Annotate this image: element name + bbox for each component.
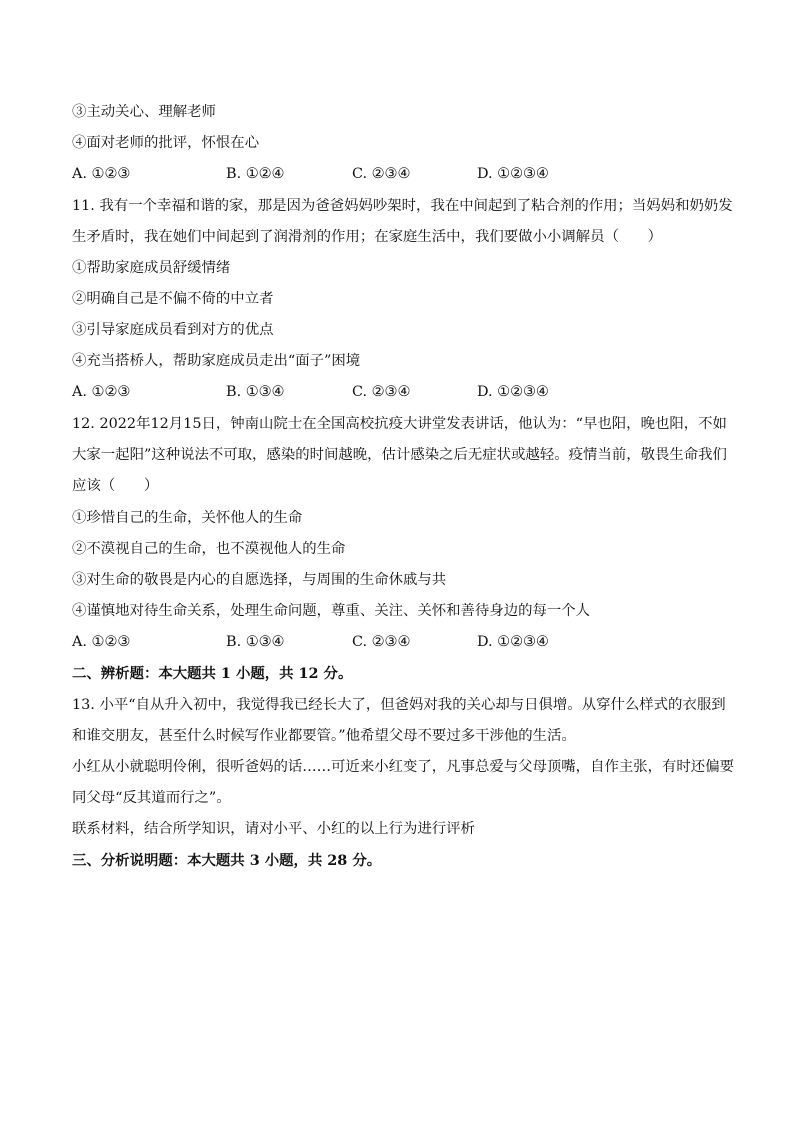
q10-item-4: ④面对老师的批评，怀恨在心 <box>72 135 260 151</box>
q10-item-3: ③主动关心、理解老师 <box>72 104 216 120</box>
q10-option-c: C. ②③④ <box>352 166 411 182</box>
q10-option-a: A. ①②③ <box>72 166 131 182</box>
q12-option-c: C. ②③④ <box>352 634 411 650</box>
q13-line-2: 和谁交朋友，甚至什么时候写作业都要管。”他希望父母不要过多干涉他的生活。 <box>72 728 576 744</box>
q11-options <box>72 382 632 402</box>
q10-options <box>72 164 632 184</box>
q12-option-b: B. ①③④ <box>226 634 285 650</box>
q12-stem-line-1: 12. 2022年12月15日，钟南山院士在全国高校抗疫大讲堂发表讲话，他认为：“早也阳，晚也阳，不如 <box>72 416 727 432</box>
q10-option-b: B. ①②④ <box>226 166 285 182</box>
q12-item-4: ④谨慎地对待生命关系，处理生命问题，尊重、关注、关怀和善待身边的每一个人 <box>72 603 591 619</box>
q11-item-4: ④充当搭桥人，帮助家庭成员走出“面子”困境 <box>72 353 361 369</box>
q12-options <box>72 632 632 652</box>
q11-item-3: ③引导家庭成员看到对方的优点 <box>72 322 274 338</box>
q12-item-3: ③对生命的敬畏是内心的自愿选择，与周围的生命休戚与共 <box>72 572 447 588</box>
q12-option-a: A. ①②③ <box>72 634 131 650</box>
q11-item-2: ②明确自己是不偏不倚的中立者 <box>72 291 274 307</box>
q11-option-b: B. ①③④ <box>226 384 285 400</box>
q11-option-a: A. ①②③ <box>72 384 131 400</box>
q11-option-c: C. ②③④ <box>352 384 411 400</box>
section-3-heading: 三、分析说明题：本大题共 3 小题，共 28 分。 <box>72 852 382 869</box>
q13-line-4: 同父母“反其道而行之”。 <box>72 790 231 806</box>
q10-option-d: D. ①②③④ <box>477 166 549 182</box>
q13-line-1: 13. 小平“自从升入初中，我觉得我已经长大了，但爸妈对我的关心却与日俱增。从穿什么样式的衣服到 <box>72 697 726 713</box>
q12-stem-line-2: 大家一起阳”这种说法不可取，感染的时间越晚，估计感染之后无症状或越轻。疫情当前，敬畏生命我们 <box>72 447 727 463</box>
q13-line-5: 联系材料，结合所学知识，请对小平、小红的以上行为进行评析 <box>72 821 475 837</box>
q11-option-d: D. ①②③④ <box>477 384 549 400</box>
q13-line-3: 小红从小就聪明伶俐，很听爸妈的话……可近来小红变了，凡事总爱与父母顶嘴，自作主张，有时还偏要 <box>72 759 734 775</box>
q12-item-2: ②不漠视自己的生命，也不漠视他人的生命 <box>72 541 346 557</box>
q12-item-1: ①珍惜自己的生命，关怀他人的生命 <box>72 510 303 526</box>
q12-stem-line-3: 应该（ ） <box>72 478 159 494</box>
q11-stem-line-2: 生矛盾时，我在她们中间起到了润滑剂的作用；在家庭生活中，我们要做小小调解员（ ） <box>72 229 663 245</box>
q11-item-1: ①帮助家庭成员舒缓情绪 <box>72 260 231 276</box>
q11-stem-line-1: 11. 我有一个幸福和谐的家，那是因为爸爸妈妈吵架时，我在中间起到了粘合剂的作用；当妈妈和奶奶发 <box>72 198 733 214</box>
q12-option-d: D. ①②③④ <box>477 634 549 650</box>
section-2-heading: 二、辨析题：本大题共 1 小题，共 12 分。 <box>72 665 353 682</box>
